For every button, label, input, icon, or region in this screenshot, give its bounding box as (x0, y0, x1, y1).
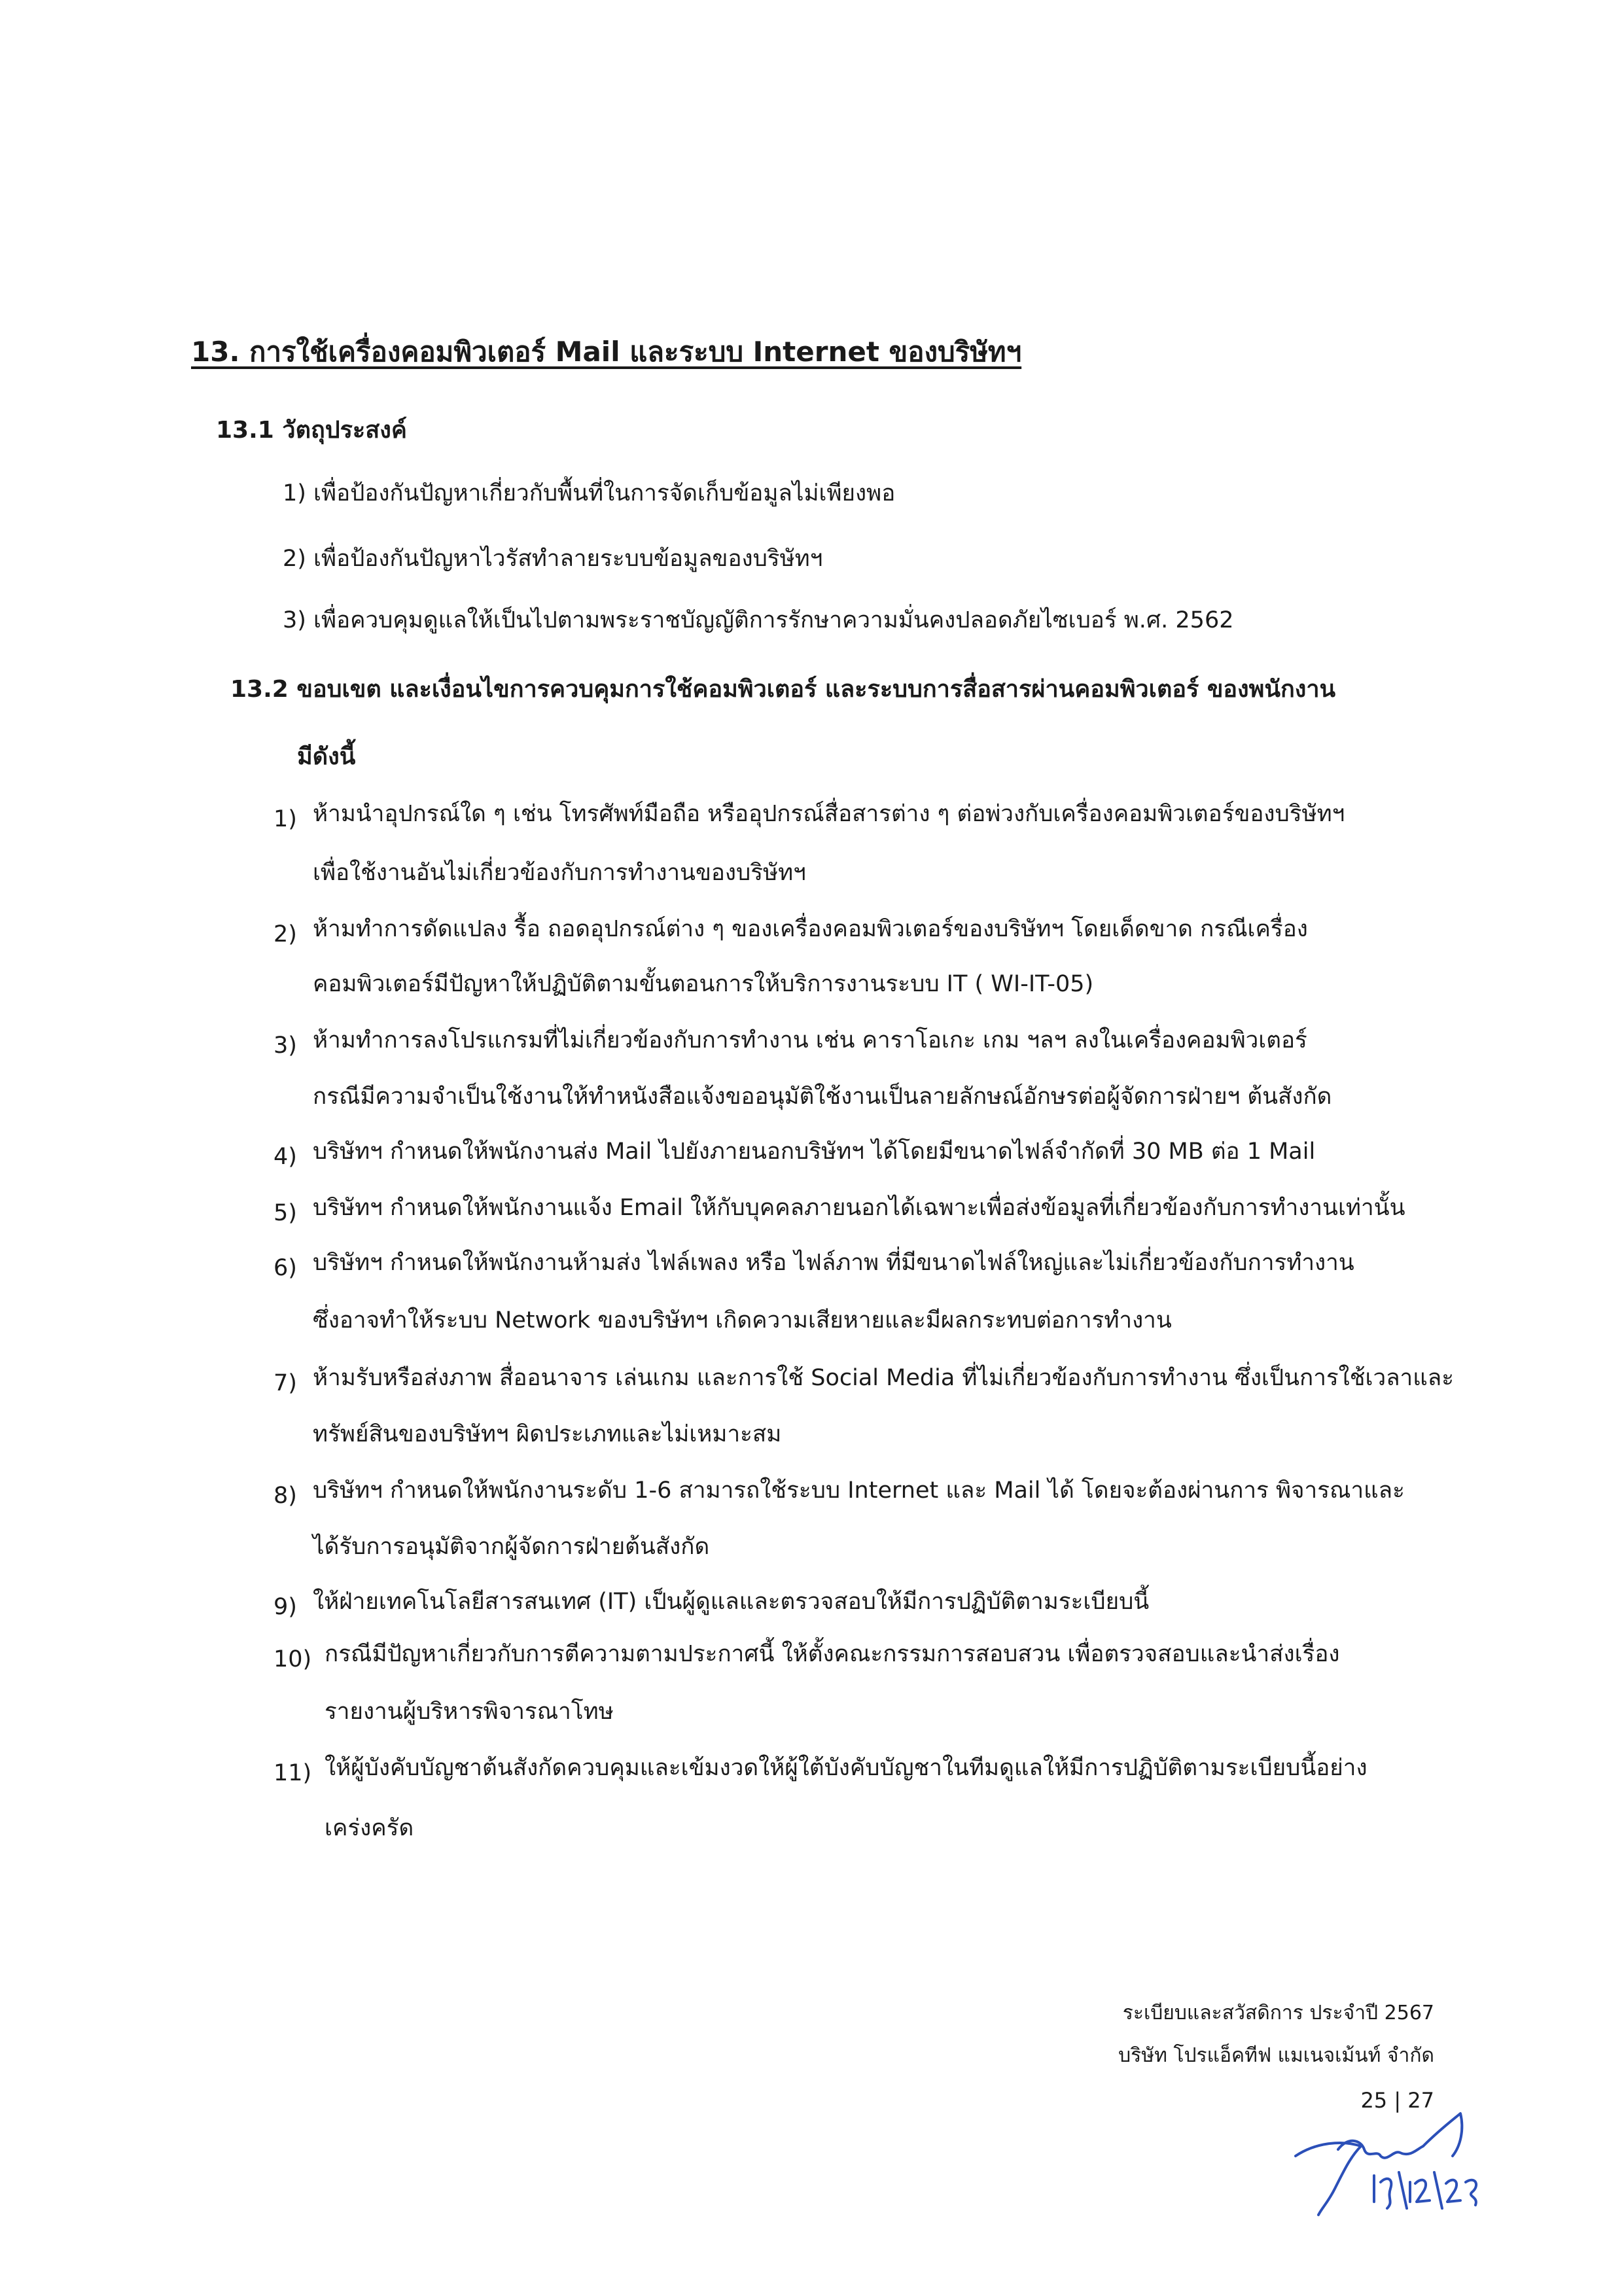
rule-number: 7) (274, 1370, 297, 1396)
rule-number: 10) (274, 1646, 312, 1672)
section-13-2-title: 13.2 ขอบเขต และเงื่อนไขการควบคุมการใช้คอมพิวเตอร์ และระบบการสื่อสารผ่านคอมพิวเตอร์ ของพนักงาน (230, 676, 1336, 703)
rule-text: ได้รับการอนุมัติจากผู้จัดการฝ่ายต้นสังกัด (313, 1534, 710, 1560)
rule-text: บริษัทฯ กำหนดให้พนักงานห้ามส่ง ไฟล์เพลง หรือ ไฟล์ภาพ ที่มีขนาดไฟล์ใหญ่และไม่เกี่ยวข้องกับการทำงาน (313, 1250, 1354, 1276)
rule-number: 3) (274, 1033, 297, 1059)
rule-text: ห้ามทำการลงโปรแกรมที่ไม่เกี่ยวข้องกับการทำงาน เช่น คาราโอเกะ เกม ฯลฯ ลงในเครื่องคอมพิวเตอร์ (313, 1027, 1307, 1053)
signature-date-stroke (1381, 2179, 1391, 2208)
signature-date-stroke (1466, 2180, 1476, 2205)
rule-text: บริษัทฯ กำหนดให้พนักงานส่ง Mail ไปยังภายนอกบริษัทฯ ได้โดยมีขนาดไฟล์จำกัดที่ 30 MB ต่อ 1 Mail (313, 1139, 1316, 1165)
rule-text: ห้ามทำการดัดแปลง รื้อ ถอดอุปกรณ์ต่าง ๆ ของเครื่องคอมพิวเตอร์ของบริษัทฯ โดยเด็ดขาด กรณีเครื่อง (313, 916, 1308, 942)
rule-number: 6) (274, 1255, 297, 1281)
rule-text: คอมพิวเตอร์มีปัญหาให้ปฏิบัติตามขั้นตอนการให้บริการงานระบบ IT ( WI-IT-05) (313, 971, 1094, 997)
rule-number: 5) (274, 1200, 297, 1226)
signature-date-stroke (1434, 2172, 1442, 2208)
section-13-2-title-cont: มีดังนี้ (297, 743, 356, 770)
rule-number: 11) (274, 1760, 312, 1786)
rule-text: บริษัทฯ กำหนดให้พนักงานแจ้ง Email ให้กับบุคคลภายนอกได้เฉพาะเพื่อส่งข้อมูลที่เกี่ยวข้องกับการทำงานเท่านั้น (313, 1195, 1405, 1221)
rule-text: บริษัทฯ กำหนดให้พนักงานระดับ 1-6 สามารถใช้ระบบ Internet และ Mail ได้ โดยจะต้องผ่านการ พิจารณาและ (313, 1477, 1405, 1504)
rule-text: ให้ฝ่ายเทคโนโลยีสารสนเทศ (IT) เป็นผู้ดูแลและตรวจสอบให้มีการปฏิบัติตามระเบียบนี้ (313, 1589, 1150, 1615)
rule-text: กรณีมีปัญหาเกี่ยวกับการตีความตามประกาศนี้ ให้ตั้งคณะกรรมการสอบสวน เพื่อตรวจสอบและนำส่งเรื่อง (325, 1641, 1340, 1667)
signature-date-stroke (1446, 2180, 1460, 2202)
handwritten-signature (1289, 2110, 1485, 2221)
section-heading: 13. การใช้เครื่องคอมพิวเตอร์ Mail และระบบ Internet ของบริษัทฯ (191, 336, 1022, 368)
rule-text: เพื่อใช้งานอันไม่เกี่ยวข้องกับการทำงานของบริษัทฯ (313, 860, 806, 886)
signature-stroke (1296, 2143, 1361, 2215)
footer-document-title: ระเบียบและสวัสดิการ ประจำปี 2567 (1122, 2002, 1434, 2024)
objective-item: 1) เพื่อป้องกันปัญหาเกี่ยวกับพื้นที่ในการจัดเก็บข้อมูลไม่เพียงพอ (283, 480, 896, 506)
section-13-1-title: 13.1 วัตถุประสงค์ (216, 417, 407, 444)
signature-stroke (1423, 2113, 1462, 2156)
signature-date-stroke (1415, 2180, 1430, 2202)
rule-text: รายงานผู้บริหารพิจารณาโทษ (325, 1699, 614, 1725)
rule-number: 1) (274, 806, 297, 832)
rule-text: เคร่งครัด (325, 1815, 414, 1841)
rule-text: กรณีมีความจำเป็นใช้งานให้ทำหนังสือแจ้งขออนุมัติใช้งานเป็นลายลักษณ์อักษรต่อผู้จัดการฝ่ายฯ ต้นสังกัด (313, 1084, 1332, 1110)
rule-number: 4) (274, 1144, 297, 1170)
rule-text: ให้ผู้บังคับบัญชาต้นสังกัดควบคุมและเข้มงวดให้ผู้ใต้บังคับบัญชาในทีมดูแลให้มีการปฏิบัติตามระเบียบนี้อย่าง (325, 1755, 1368, 1781)
rule-text: ห้ามรับหรือส่งภาพ สื่ออนาจาร เล่นเกม และการใช้ Social Media ที่ไม่เกี่ยวข้องกับการทำงาน ซึ่งเป็นการใช้เวลาและ (313, 1365, 1455, 1391)
objective-item: 3) เพื่อควบคุมดูแลให้เป็นไปตามพระราชบัญญัติการรักษาความมั่นคงปลอดภัยไซเบอร์ พ.ศ. 2562 (283, 607, 1234, 633)
rule-number: 2) (274, 921, 297, 947)
rule-text: ซึ่งอาจทำให้ระบบ Network ของบริษัทฯ เกิดความเสียหายและมีผลกระทบต่อการทำงาน (313, 1307, 1172, 1333)
signature-date-stroke (1399, 2172, 1407, 2208)
rule-number: 8) (274, 1483, 297, 1509)
page-number: 25 | 27 (1360, 2088, 1434, 2113)
rule-text: ทรัพย์สินของบริษัทฯ ผิดประเภทและไม่เหมาะสม (313, 1421, 782, 1447)
rule-text: ห้ามนำอุปกรณ์ใด ๆ เช่น โทรศัพท์มือถือ หรืออุปกรณ์สื่อสารต่าง ๆ ต่อพ่วงกับเครื่องคอมพิวเตอร์ของบริษัทฯ (313, 801, 1345, 827)
footer-company-name: บริษัท โปรแอ็คทีฟ แมเนจเม้นท์ จำกัด (1118, 2044, 1434, 2067)
rule-number: 9) (274, 1594, 297, 1620)
objective-item: 2) เพื่อป้องกันปัญหาไวรัสทำลายระบบข้อมูลของบริษัทฯ (283, 546, 823, 572)
